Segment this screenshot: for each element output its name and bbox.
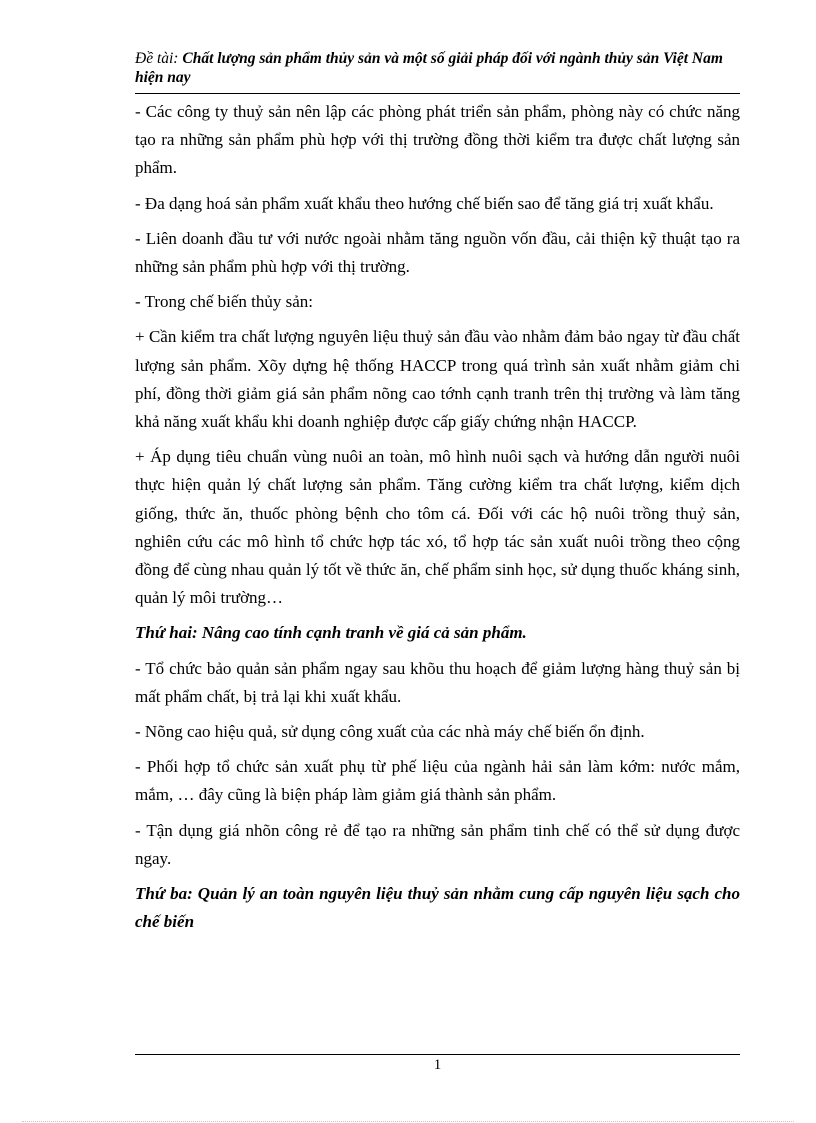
page-body xyxy=(135,98,740,943)
section-heading-raw-material-safety: Thứ ba: Quản lý an toàn nguyên liệu thuỷ sản nhằm cung cấp nguyên liệu sạch cho chế biến xyxy=(135,884,740,932)
paragraph-safe-farming: + Áp dụng tiêu chuẩn vùng nuôi an toàn, mô hình nuôi sạch và hướng dẫn người nuôi thực hiện quản lý chất lượng sản phẩm. Tăng cường kiểm tra chất lượng, kiểm dịch giống, thức ăn, thuốc phòng bệnh cho tôm cá. Đối với các hộ nuôi trồng thuỷ sản, nghiên cứu các mô hình tổ chức hợp tác xó, tổ hợp tác sản xuất nuôi trồng theo cộng đồng để cùng nhau quản lý tốt về thức ăn, chế phẩm sinh học, sử dụng thuốc kháng sinh, quản lý môi trường… xyxy=(135,447,740,608)
paragraph-joint-venture: - Liên doanh đầu tư với nước ngoài nhằm tăng nguồn vốn đầu, cải thiện kỹ thuật tạo ra những sản phẩm phù hợp với thị trường. xyxy=(135,228,740,277)
paragraph-plant-efficiency: - Nõng cao hiệu quả, sử dụng công xuất của các nhà máy chế biến ổn định. xyxy=(135,722,645,742)
paragraph-product-development: - Các công ty thuỷ sản nên lập các phòng phát triển sản phẩm, phòng này có chức năng tạo ra những sản phẩm phù hợp với thị trường đồng thời kiểm tra được chất lượng sản phẩm. xyxy=(135,102,740,178)
running-header xyxy=(135,49,740,87)
page-number: 1 xyxy=(433,1057,442,1073)
header-topic: Chất lượng sản phẩm thủy sản và một số giải pháp đối với ngành thủy sản Việt Nam hiện nay xyxy=(135,50,723,86)
paragraph-post-harvest: - Tổ chức bảo quản sản phẩm ngay sau khõu thu hoạch để giảm lượng hàng thuỷ sản bị mất phẩm chất, bị trả lại khi xuất khẩu. xyxy=(135,658,740,706)
paragraph-labor-cost: - Tận dụng giá nhõn công rẻ để tạo ra những sản phẩm tinh chế có thể sử dụng được ngay. xyxy=(135,820,740,868)
header-divider xyxy=(135,93,740,94)
paragraph-diversify-exports: - Đa dạng hoá sản phẩm xuất khẩu theo hướng chế biến sao để tăng giá trị xuất khẩu. xyxy=(135,193,714,213)
paragraph-processing-intro: - Trong chế biến thủy sản: xyxy=(135,292,314,312)
paragraph-by-products: - Phối hợp tổ chức sản xuất phụ từ phế liệu của ngành hải sản làm kớm: nước mắm, mắm, … đây cũng là biện pháp làm giảm giá thành sản phẩm. xyxy=(135,757,740,805)
paragraph-haccp: + Cần kiểm tra chất lượng nguyên liệu thuỷ sản đầu vào nhằm đảm bảo ngay từ đầu chất lượng sản phẩm. Xõy dựng hệ thống HACCP trong quá trình sản xuất nhằm giảm chi phí, đồng thời giảm giá sản phẩm nõng cao tớnh cạnh tranh trên thị trường và làm tăng khả năng xuất khẩu khi doanh nghiệp được cấp giấy chứng nhận HACCP. xyxy=(135,327,740,432)
section-heading-price-competitiveness: Thứ hai: Nâng cao tính cạnh tranh về giá cả sản phẩm. xyxy=(135,623,527,643)
header-prefix: Đề tài: xyxy=(135,50,183,67)
page-bottom-edge xyxy=(22,1121,794,1122)
